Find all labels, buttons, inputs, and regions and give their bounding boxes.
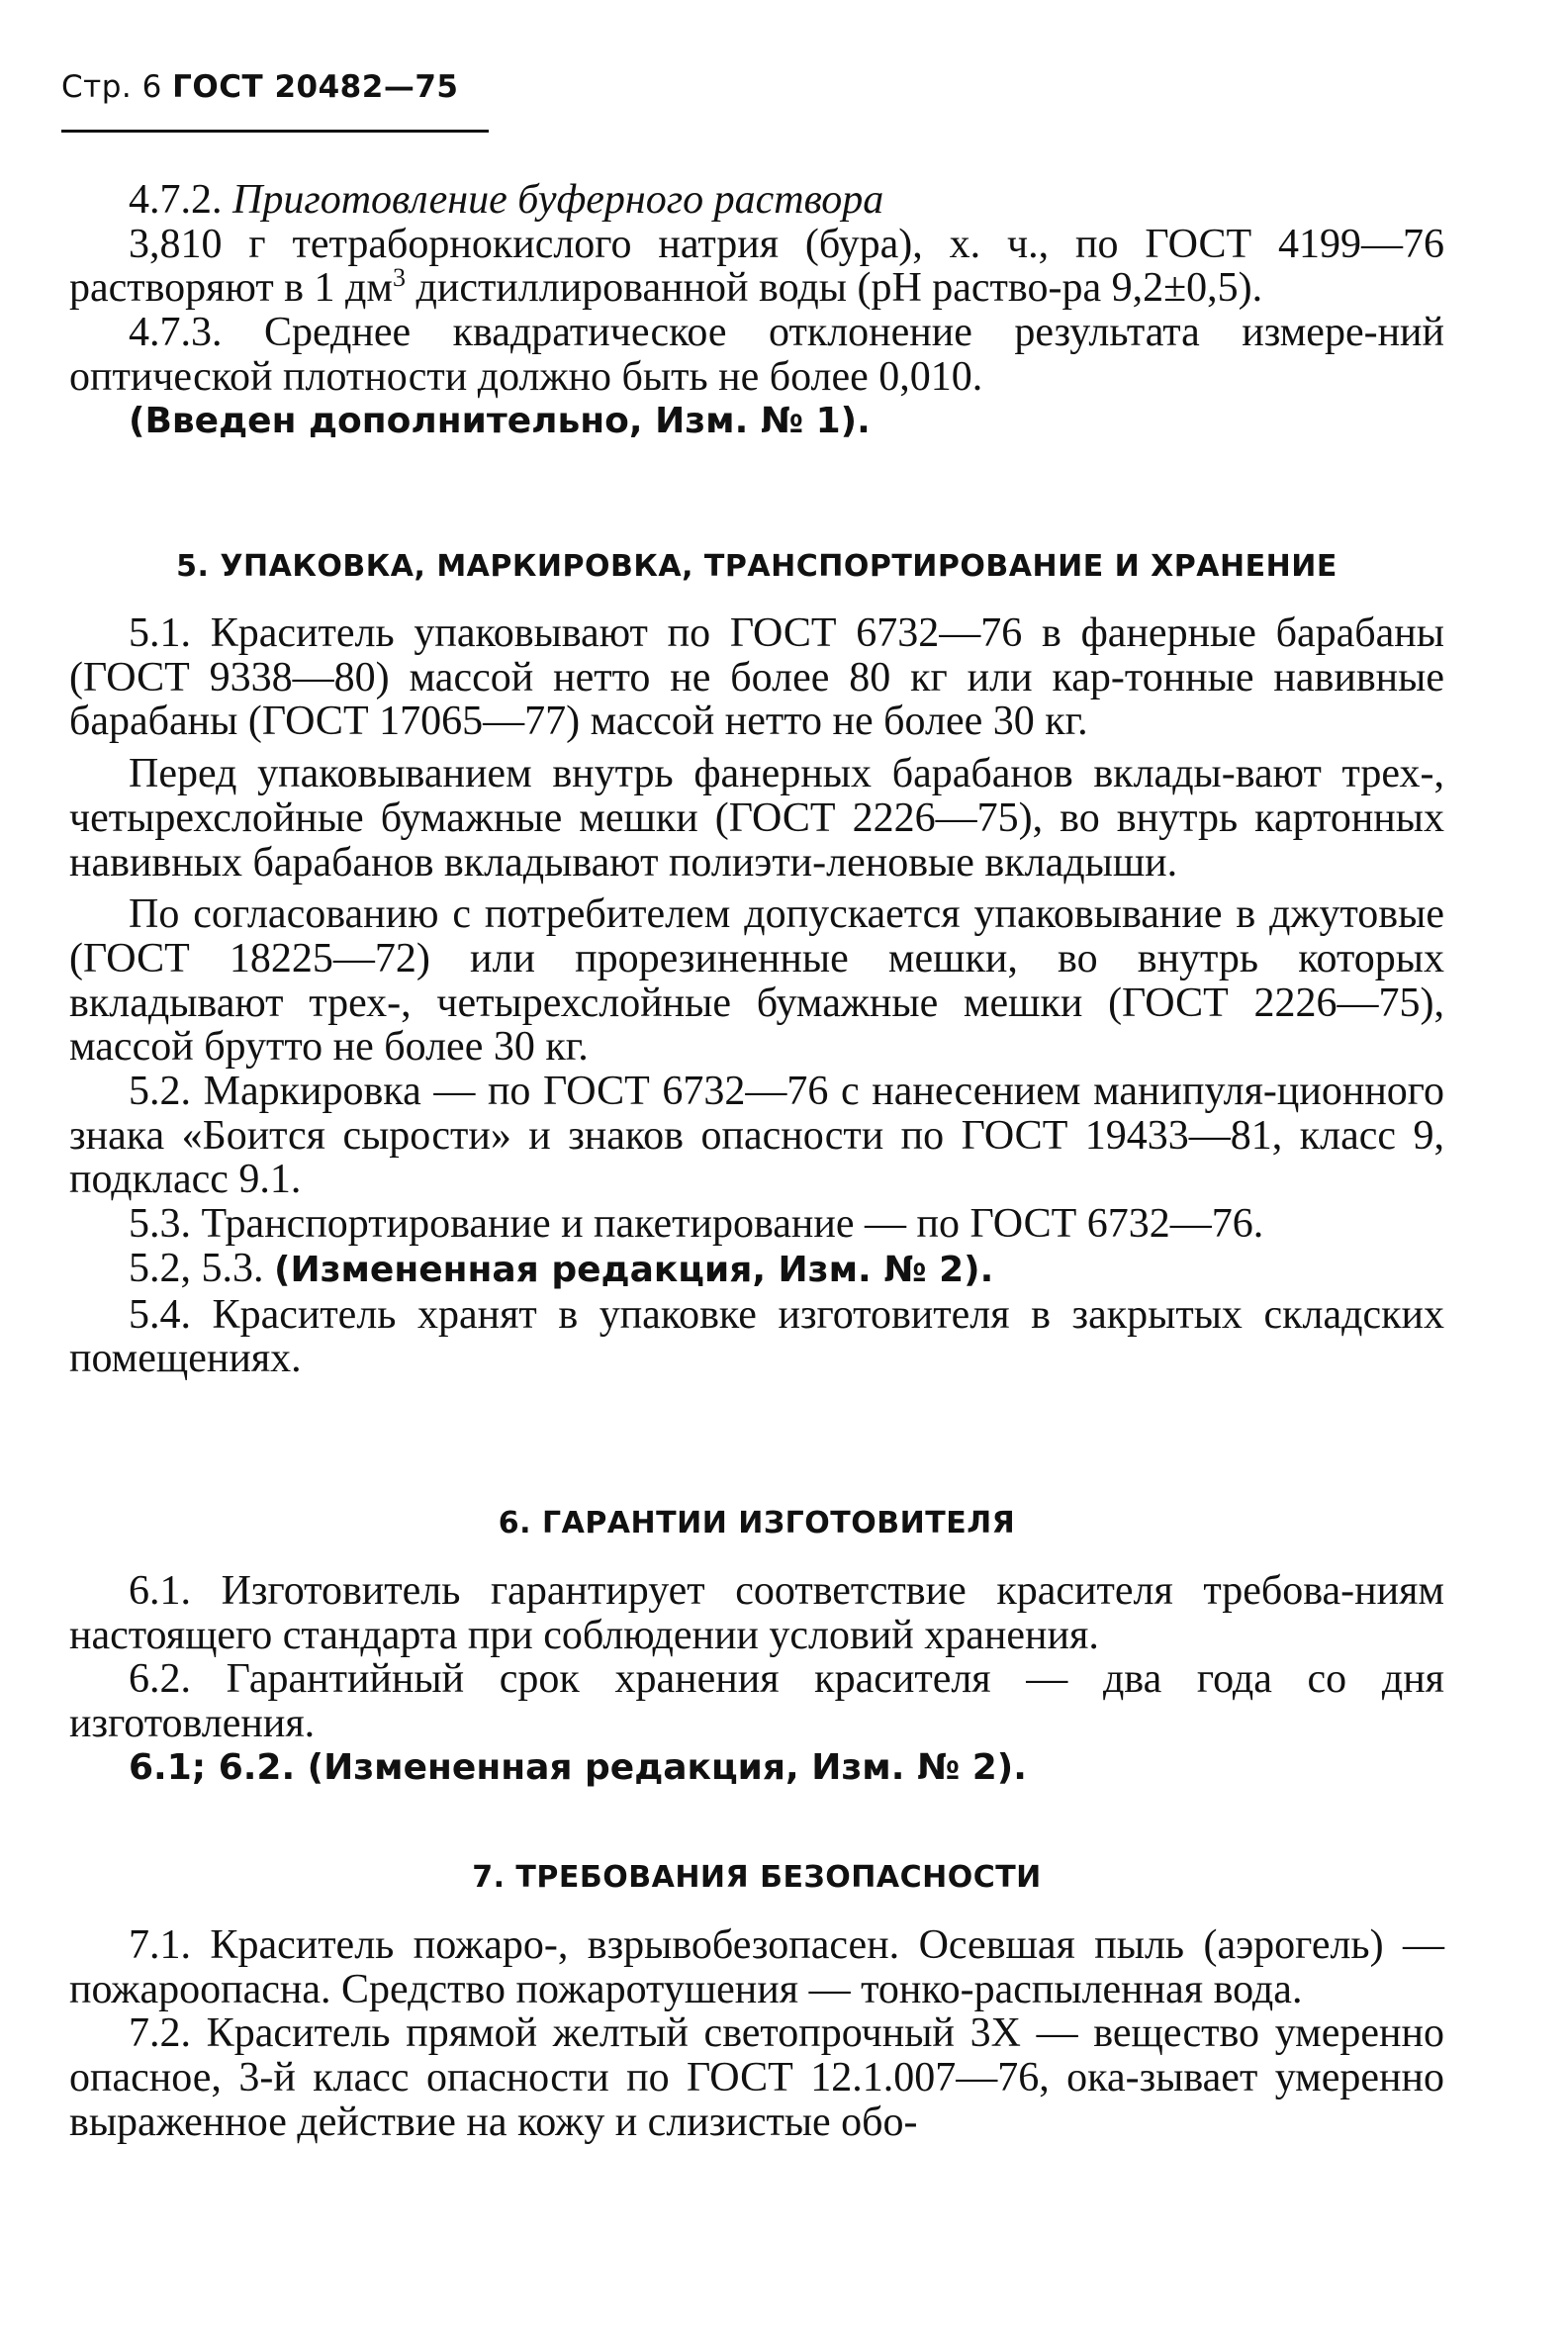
section-7-body — [69, 1923, 1444, 2145]
paragraph-5-1-c: По согласованию с потребителем допускается упаковывание в джутовые (ГОСТ 18225—72) или прорезиненные мешки, во внутрь которых вкладывают трех-, четырехслойные бумажные мешки (ГОСТ 2226—75), массой брутто не более 30 кг. — [69, 891, 1444, 1071]
paragraph-6-1: 6.1. Изготовитель гарантирует соответствие красителя требова-ниям настоящего стандарта при соблюдении условий хранения. — [69, 1568, 1444, 1658]
paragraph-6-2: 6.2. Гарантийный срок хранения красителя — два года со дня изготовления. — [69, 1656, 1444, 1747]
page-header — [61, 69, 458, 105]
amendment-note-6: 6.1; 6.2. (Измененная редакция, Изм. № 2). — [129, 1746, 1027, 1788]
paragraph-4-7-3: 4.7.3. Среднее квадратическое отклонение результата измере-ний оптической плотности должно быть не более 0,010. — [69, 310, 1444, 400]
header-rule — [61, 130, 489, 133]
paragraph-4-7-2: 3,810 г тетраборнокислого натрия (бура), х. ч., по ГОСТ 4199—76 растворяют в 1 $дм^3$ дистиллированной воды (рН раство-ра 9,2±0,5). — [69, 221, 1444, 312]
paragraph-5-4: 5.4. Краситель хранят в упаковке изготовителя в закрытых складских помещениях. — [69, 1291, 1444, 1382]
paragraph-5-2: 5.2. Маркировка — по ГОСТ 6732—76 с нанесением манипуля-ционного знака «Боится сырости» и знаков опасности по ГОСТ 19433—81, класс 9, подкласс 9.1. — [69, 1069, 1444, 1203]
section-6-heading: 6. ГАРАНТИИ ИЗГОТОВИТЕЛЯ — [498, 1506, 1016, 1540]
paragraph-5-1: 5.1. Краситель упаковывают по ГОСТ 6732—76 в фанерные барабаны (ГОСТ 9338—80) массой нетто не более 80 кг или кар-тонные навивные барабаны (ГОСТ 17065—77) массой нетто не более 30 кг. — [69, 610, 1444, 745]
section-7-heading: 7. ТРЕБОВАНИЯ БЕЗОПАСНОСТИ — [472, 1860, 1042, 1895]
amendment-note-1: (Введен дополнительно, Изм. № 1). — [129, 400, 871, 441]
amendment-note-5: 5.2, 5.3. (Измененная редакция, Изм. № 2). — [129, 1245, 994, 1291]
subsection-title: Приготовление буферного раствора — [232, 177, 884, 223]
section-5-body — [69, 611, 1444, 1381]
section-4-tail — [69, 178, 1444, 443]
paragraph-7-2: 7.2. Краситель прямой желтый светопрочный 3Х — вещество умеренно опасное, 3-й класс опасности по ГОСТ 12.1.007—76, ока-зывает умеренно выраженное действие на кожу и слизистые обо- — [69, 2010, 1444, 2145]
document-code: ГОСТ 20482—75 — [172, 69, 459, 105]
section-6-body — [69, 1569, 1444, 1791]
paragraph-7-1: 7.1. Краситель пожаро-, взрывобезопасен. Осевшая пыль (аэрогель) — пожароопасна. Средство пожаротушения — тонко-распыленная вода. — [69, 1922, 1444, 2012]
page-number: Стр. 6 — [61, 69, 162, 105]
paragraph-5-1-b: Перед упаковыванием внутрь фанерных барабанов вклады-вают трех-, четырехслойные бумажные мешки (ГОСТ 2226—75), во внутрь картонных навивных барабанов вкладывают полиэти-леновые вкладыши. — [69, 751, 1444, 886]
paragraph-4-7-2-title: 4.7.2. Приготовление буферного раствора — [129, 177, 884, 223]
section-5-heading: 5. УПАКОВКА, МАРКИРОВКА, ТРАНСПОРТИРОВАНИЕ И ХРАНЕНИЕ — [176, 549, 1337, 584]
paragraph-5-3: 5.3. Транспортирование и пакетирование — по ГОСТ 6732—76. — [129, 1201, 1264, 1248]
